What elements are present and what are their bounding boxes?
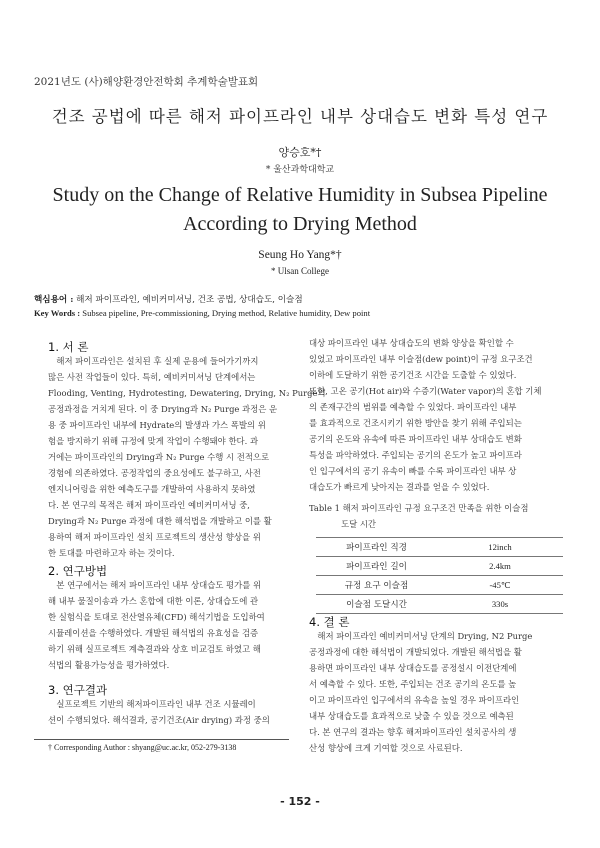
text-line: 를 효과적으로 건조시키기 위한 방안을 찾기 위해 주입되는	[309, 418, 522, 428]
text-line: 공정과정을 거치게 된다. 이 중 Drying과 N₂ Purge 과정은 운	[48, 404, 278, 414]
text-line: 하기 위해 실프로젝트 계측결과와 상호 비교검토 하였고 해	[48, 644, 261, 654]
text-line: 다. 본 연구의 목적은 해저 파이프라인 예비커미셔닝 중,	[48, 500, 250, 510]
table-row	[316, 576, 563, 595]
text-line: 다. 본 연구의 결과는 향후 해저파이프라인 설치공사의 생	[309, 727, 517, 737]
table-cell: 규정 요구 이슬점	[316, 576, 437, 595]
section-2-heading: 2. 연구방법	[48, 564, 108, 578]
paper-title-korean: 건조 공법에 따른 해저 파이프라인 내부 상대습도 변화 특성 연구	[51, 107, 549, 126]
text-line: Flooding, Venting, Hydrotesting, Dewatering, Drying, N₂ Purge의	[48, 388, 326, 398]
text-line: 이고 파이프라인 입구에서의 유속을 높일 경우 파이프라인	[309, 695, 520, 705]
table-cell: 2.4km	[437, 557, 563, 576]
text-line: 인 입구에서의 공기 유속이 빠를 수록 파이프라인 내부 상	[309, 466, 517, 476]
text-line: 서 예측할 수 있다. 또한, 주입되는 건조 공기의 온도를 높	[309, 679, 517, 689]
author-english: Seung Ho Yang*†	[258, 249, 342, 261]
text-line: 한 실험식을 토대로 전산열유체(CFD) 해석기법을 도입하여	[48, 612, 265, 622]
text-line: 실프로젝트 기반의 해저파이프라인 내부 건조 시뮬레이	[48, 699, 256, 709]
requirements-table	[316, 537, 563, 614]
text-line: 해 내부 물질이송과 가스 혼합에 대한 이론, 상대습도에 관	[48, 596, 259, 606]
text-line: 용 중 파이프라인 내부에 Hydrate의 발생과 가스 폭발의 위	[48, 420, 266, 430]
table-row	[316, 595, 563, 614]
paper-title-english	[0, 181, 600, 239]
text-line: 의 존재구간의 범위를 예측할 수 있었다. 파이프라인 내부	[309, 402, 517, 412]
text-line: 내부 상대습도를 효과적으로 낮출 수 있을 것으로 예측된	[309, 711, 514, 721]
section-4-body	[309, 628, 565, 756]
text-line: 해저 파이프라인 예비커미셔닝 단계의 Drying, N2 Purge	[309, 631, 533, 641]
text-line: 경험에 의존하였다. 공정작업의 중요성에도 불구하고, 사전	[48, 468, 261, 478]
text-line: 산성 향상에 크게 기여할 것으로 사료된다.	[309, 743, 463, 753]
affiliation-english: * Ulsan College	[271, 266, 329, 276]
conference-header: 2021년도 (사)해양환경안전학회 추계학술발표회	[34, 76, 259, 88]
section-2-body	[48, 577, 296, 673]
text-line: 시뮬레이션을 수행하였다. 개발된 해석법의 유효성을 검증	[48, 628, 259, 638]
text-line: 용하여 해저 파이프라인 설치 프로젝트의 생산성 향상을 위	[48, 532, 261, 542]
keywords-english-text: Subsea pipeline, Pre-commissioning, Drying method, Relative humidity, Dew point	[80, 308, 371, 318]
text-line: 이하에 도달하기 위한 공기건조 시간을 도출할 수 있었다.	[309, 370, 517, 380]
text-line: Drying과 N₂ Purge 과정에 대한 해석법을 개발하고 이를 활	[48, 516, 272, 526]
footnote-divider	[34, 739, 289, 740]
table-cell: 이슬점 도달시간	[316, 595, 437, 614]
text-line: 공정과정에 대한 해석법이 개발되었다. 개발된 해석법을 활	[309, 647, 522, 657]
text-line: 대습도가 빠르게 낮아지는 결과를 얻을 수 있었다.	[309, 482, 490, 492]
page-number: - 152 -	[280, 795, 320, 808]
table-row	[316, 538, 563, 557]
author-korean: 양승호*†	[278, 146, 322, 159]
keywords-korean-label: 핵심용어 :	[34, 295, 74, 305]
section-1-body	[48, 353, 326, 561]
section-1-heading: 1. 서 론	[48, 340, 89, 354]
text-line: 있었고 파이프라인 내부 이슬점(dew point)이 규정 요구조건	[309, 354, 533, 364]
paper-title-english-line2: According to Drying Method	[183, 213, 417, 235]
text-line: 엔지니어링을 위한 예측도구를 개발하여 사용하지 못하였	[48, 484, 256, 494]
text-line: 본 연구에서는 해저 파이프라인 내부 상대습도 평가를 위	[48, 580, 262, 590]
text-line: 한 토대를 마련하고자 하는 것이다.	[48, 548, 175, 558]
text-line: 또한, 고온 공기(Hot air)와 수증기(Water vapor)의 혼합 기체	[309, 386, 542, 396]
table-cell: 파이프라인 직경	[316, 538, 437, 557]
corresponding-author-footnote: † Corresponding Author : shyang@uc.ac.kr, 052-279-3138	[48, 743, 237, 752]
text-line: 용하면 파이프라인 내부 상대습도를 공정설시 이전단계에	[309, 663, 517, 673]
text-line: 많은 사전 작업들이 있다. 특히, 예비커미셔닝 단계에서는	[48, 372, 256, 382]
keywords-korean	[34, 293, 303, 305]
section-4-heading: 4. 결 론	[309, 615, 350, 629]
table-cell: 330s	[437, 595, 563, 614]
text-line: 션이 수행되었다. 해석결과, 공기건조(Air drying) 과정 중의	[48, 715, 270, 725]
table-cell: 파이프라인 길이	[316, 557, 437, 576]
text-line: 공기의 온도와 유속에 따른 파이프라인 내부 상대습도 변화	[309, 434, 522, 444]
text-line: 해저 파이프라인은 설치된 후 실제 운용에 들어가기까지	[48, 356, 259, 366]
table-caption-line1: Table 1 해저 파이프라인 규정 요구조건 만족을 위한 이슬점	[309, 503, 529, 513]
section-3-heading: 3. 연구결과	[48, 683, 108, 697]
table-cell: 12inch	[437, 538, 563, 557]
text-line: 대상 파이프라인 내부 상대습도의 변화 양상을 확인할 수	[309, 338, 514, 348]
text-line: 거에는 파이프라인의 Drying과 N₂ Purge 수행 시 전적으로	[48, 452, 270, 462]
keywords-english	[34, 308, 370, 318]
table-row	[316, 557, 563, 576]
table-cell: -45℃	[437, 576, 563, 595]
keywords-korean-text: 해저 파이프라인, 예비커미셔닝, 건조 공법, 상대습도, 이슬점	[73, 295, 303, 305]
text-line: 석법의 활용가능성을 평가하였다.	[48, 660, 170, 670]
keywords-english-label: Key Words :	[34, 308, 81, 318]
section-3-body-continued	[309, 335, 565, 495]
table-caption	[309, 500, 569, 532]
text-line: 특성을 파악하였다. 주입되는 공기의 온도가 높고 파이프라	[309, 450, 522, 460]
table-caption-line2: 도달 시간	[341, 519, 377, 529]
text-line: 험을 방지하기 위해 규정에 맞게 작업이 수행돼야 한다. 과	[48, 436, 259, 446]
section-3-body	[48, 696, 296, 728]
affiliation-korean: * 울산과학대학교	[265, 165, 335, 175]
paper-title-english-line1: Study on the Change of Relative Humidity in Subsea Pipeline	[52, 184, 548, 206]
